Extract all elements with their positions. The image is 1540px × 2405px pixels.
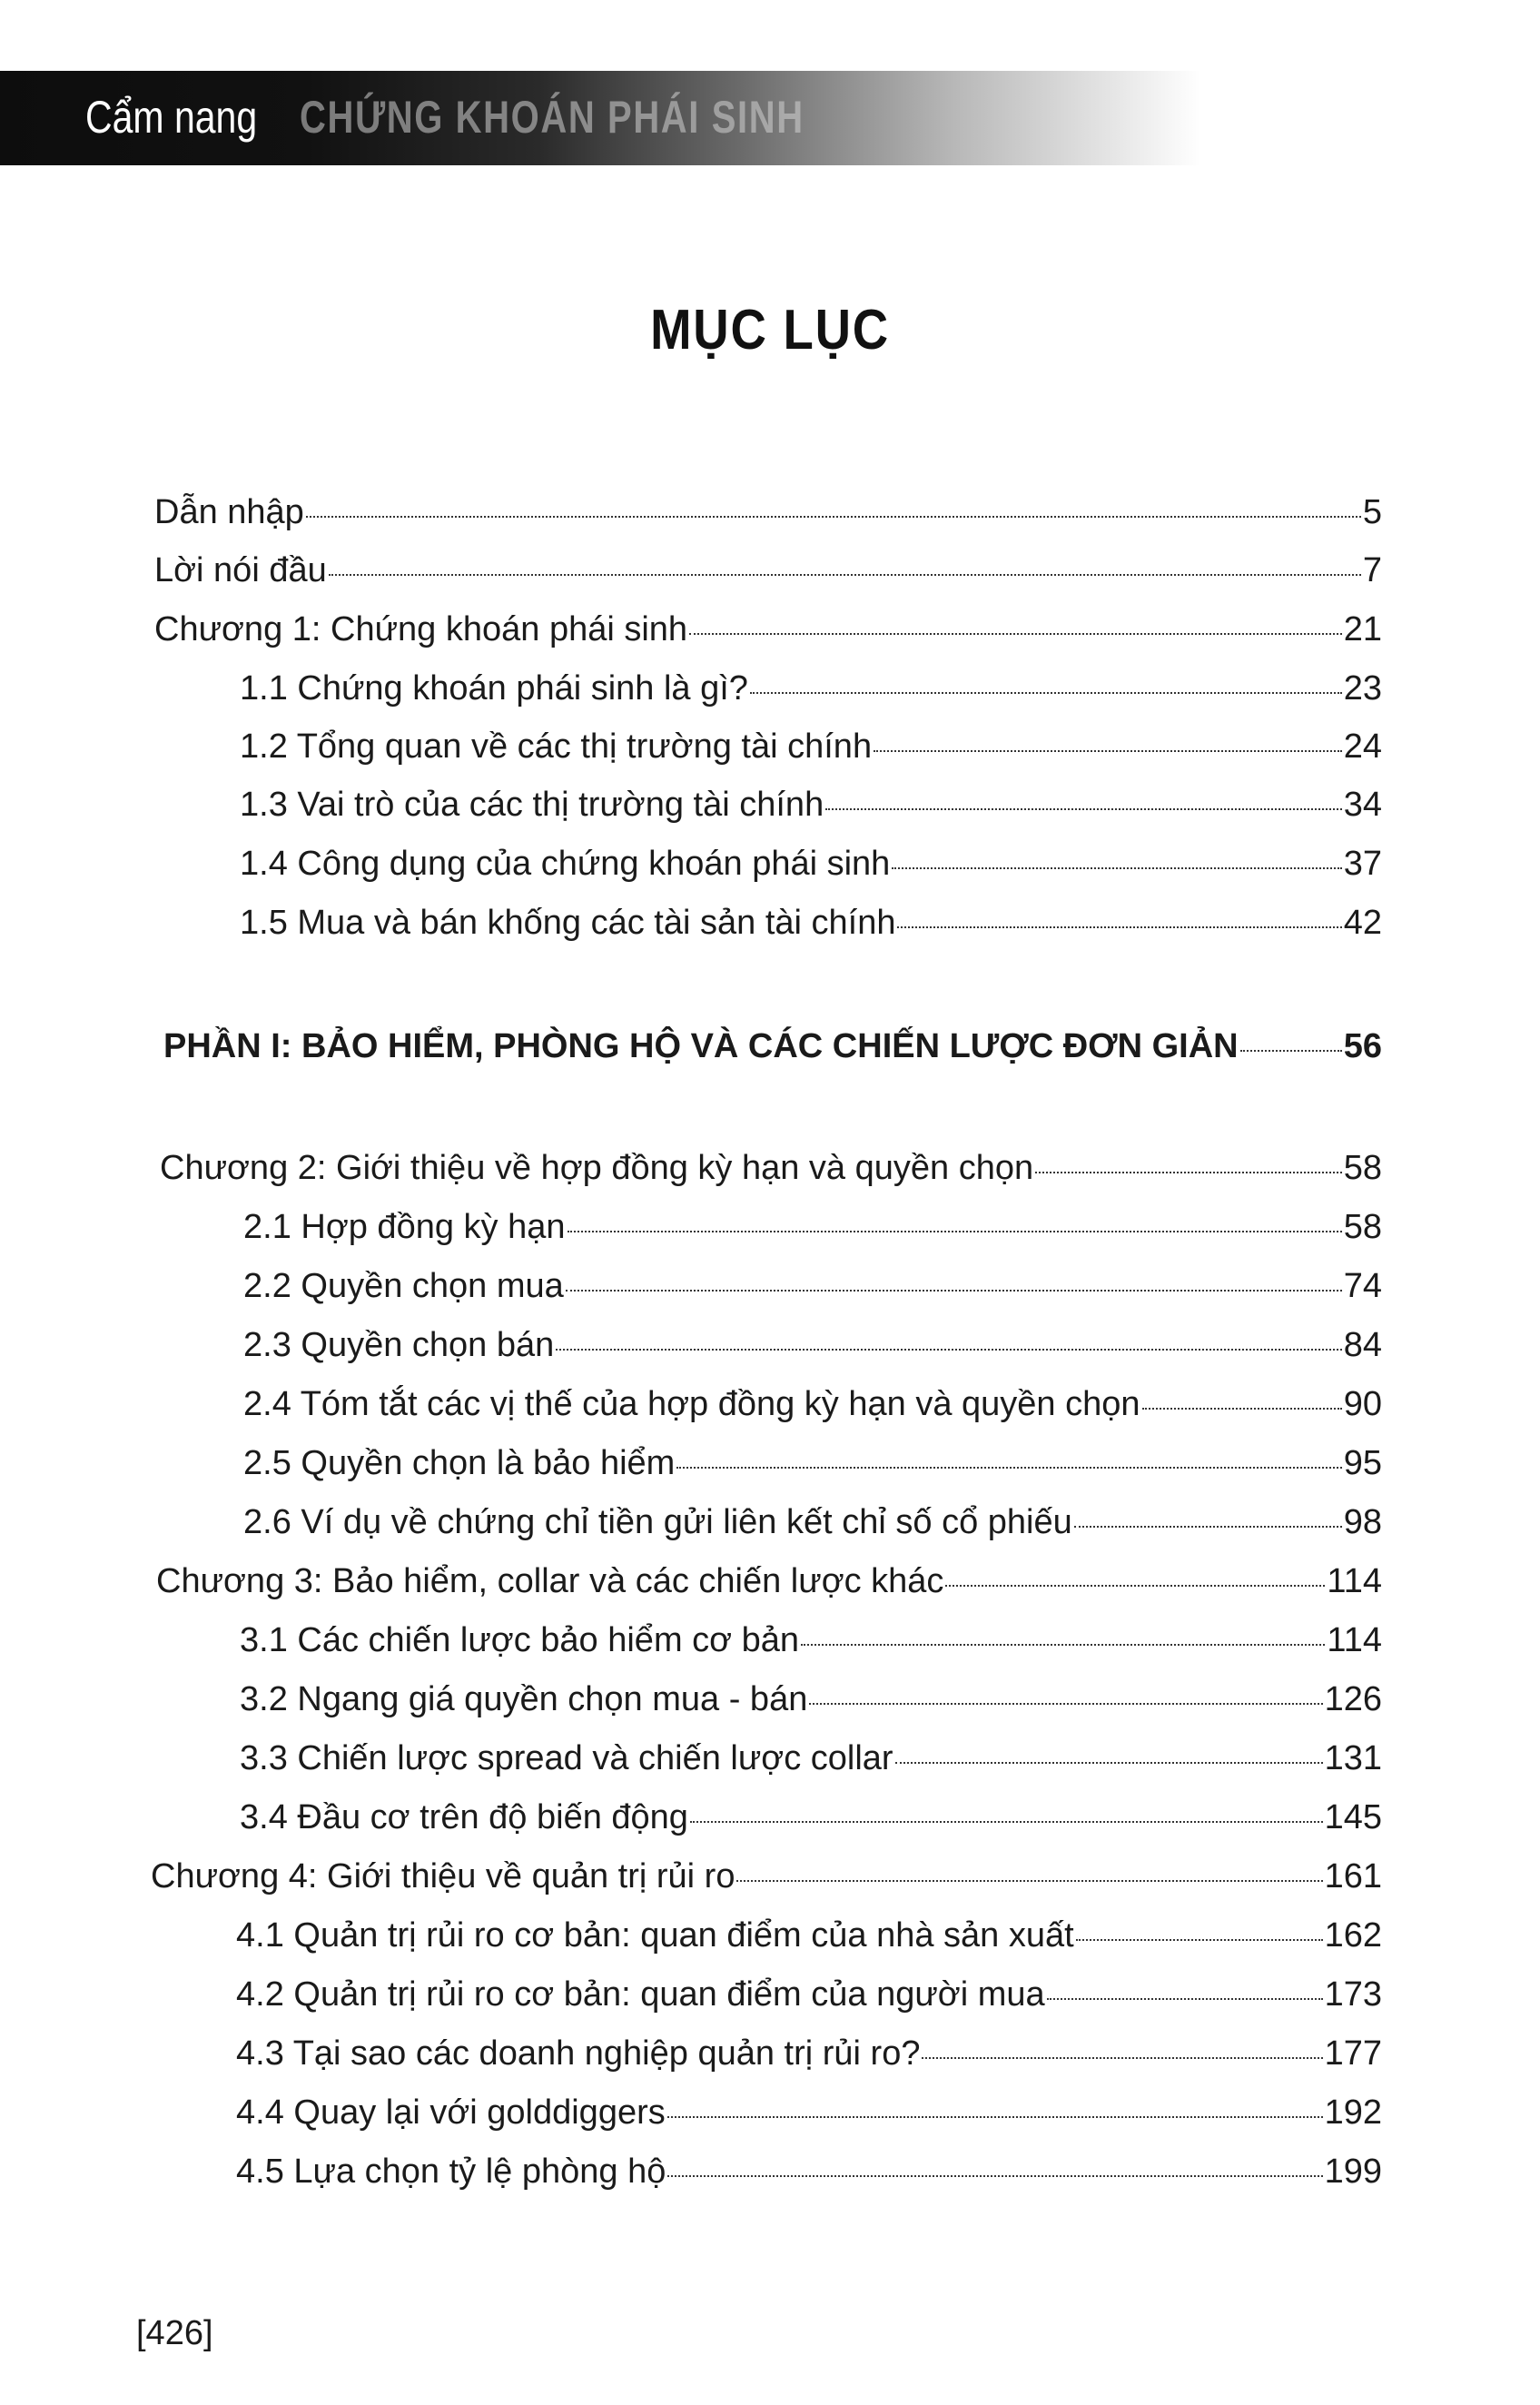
toc-entry[interactable] bbox=[156, 1559, 1382, 1603]
toc-leader bbox=[1076, 1939, 1323, 1941]
toc-leader bbox=[689, 633, 1342, 635]
toc-leader bbox=[809, 1703, 1322, 1705]
page-number: [426] bbox=[136, 2314, 213, 2352]
toc-entry-title: 2.2 Quyền chọn mua bbox=[243, 1267, 564, 1305]
toc-leader bbox=[922, 2057, 1322, 2059]
toc-entry[interactable] bbox=[240, 667, 1382, 710]
toc-entry-page: 74 bbox=[1343, 1267, 1382, 1305]
toc-leader bbox=[667, 2175, 1322, 2177]
toc-entry-title: Chương 2: Giới thiệu về hợp đồng kỳ hạn và quyền chọn bbox=[160, 1149, 1034, 1187]
toc-leader bbox=[676, 1467, 1341, 1469]
toc-entry[interactable] bbox=[243, 1205, 1382, 1249]
toc-entry-page: 173 bbox=[1324, 1975, 1382, 2014]
toc-entry-title: 1.2 Tổng quan về các thị trường tài chính bbox=[240, 727, 873, 766]
toc-leader bbox=[329, 574, 1361, 576]
toc-entry-page: 90 bbox=[1343, 1385, 1382, 1423]
toc-entry-title: 2.1 Hợp đồng kỳ hạn bbox=[243, 1208, 566, 1246]
toc-entry[interactable] bbox=[243, 1382, 1382, 1426]
toc-entry-title: 4.2 Quản trị rủi ro cơ bản: quan điểm của người mua bbox=[236, 1975, 1045, 2014]
toc-leader bbox=[874, 750, 1342, 752]
toc-entry-title: 2.6 Ví dụ về chứng chỉ tiền gửi liên kết chỉ số cổ phiếu bbox=[243, 1503, 1072, 1541]
toc-entry[interactable] bbox=[236, 2150, 1382, 2193]
toc-entry-title: PHẦN I: BẢO HIỂM, PHÒNG HỘ VÀ CÁC CHIẾN LƯỢC ĐƠN GIẢN bbox=[163, 1027, 1239, 1065]
toc-entry-page: 58 bbox=[1343, 1208, 1382, 1246]
toc-entry-page: 56 bbox=[1343, 1027, 1382, 1065]
header-subtitle: CHỨNG KHOÁN PHÁI SINH bbox=[300, 92, 805, 143]
toc-leader bbox=[1047, 1998, 1323, 2000]
header-label: Cẩm nang bbox=[85, 92, 258, 143]
toc-entry-title: Lời nói đầu bbox=[154, 551, 327, 589]
toc-entry[interactable] bbox=[240, 901, 1382, 945]
toc-entry[interactable] bbox=[243, 1264, 1382, 1308]
toc-entry-title: 4.3 Tại sao các doanh nghiệp quản trị rủi ro? bbox=[236, 2034, 921, 2073]
toc-entry[interactable] bbox=[240, 783, 1382, 826]
toc-entry-page: 58 bbox=[1343, 1149, 1382, 1187]
toc-entry-title: 2.4 Tóm tắt các vị thế của hợp đồng kỳ hạn và quyền chọn bbox=[243, 1385, 1140, 1423]
toc-leader bbox=[306, 516, 1361, 518]
toc-entry-title: 1.1 Chứng khoán phái sinh là gì? bbox=[240, 669, 748, 708]
toc-leader bbox=[566, 1290, 1342, 1292]
toc-entry-title: 1.5 Mua và bán khống các tài sản tài chính bbox=[240, 904, 896, 942]
toc-entry-page: 114 bbox=[1327, 1621, 1382, 1659]
toc-entry[interactable] bbox=[154, 490, 1382, 534]
toc-entry-title: 3.3 Chiến lược spread và chiến lược collar bbox=[240, 1739, 893, 1777]
toc-entry[interactable] bbox=[151, 1855, 1382, 1898]
toc-entry-page: 126 bbox=[1324, 1680, 1382, 1718]
toc-entry-page: 199 bbox=[1324, 2153, 1382, 2191]
toc-entry[interactable] bbox=[240, 725, 1382, 768]
toc-entry-page: 145 bbox=[1324, 1798, 1382, 1836]
toc-entry-title: Dẫn nhập bbox=[154, 493, 304, 531]
toc-entry-page: 161 bbox=[1324, 1857, 1382, 1895]
toc-leader bbox=[801, 1644, 1325, 1646]
toc-entry[interactable] bbox=[240, 1678, 1382, 1721]
toc-entry[interactable] bbox=[240, 1737, 1382, 1780]
toc-entry[interactable] bbox=[243, 1323, 1382, 1367]
toc-entry[interactable] bbox=[154, 608, 1382, 651]
toc-entry[interactable] bbox=[236, 1973, 1382, 2016]
page-title: MỤC LỤC bbox=[650, 299, 890, 361]
toc-entry[interactable] bbox=[154, 549, 1382, 592]
toc-entry-page: 24 bbox=[1343, 727, 1382, 766]
toc-entry[interactable] bbox=[240, 1796, 1382, 1839]
toc-leader bbox=[690, 1821, 1323, 1823]
toc-entry-title: 1.3 Vai trò của các thị trường tài chính bbox=[240, 786, 824, 824]
toc-entry-title: 3.1 Các chiến lược bảo hiểm cơ bản bbox=[240, 1621, 800, 1659]
toc-leader bbox=[945, 1585, 1325, 1587]
toc-leader bbox=[1142, 1408, 1342, 1410]
toc-leader bbox=[556, 1349, 1341, 1351]
toc-entry-title: 1.4 Công dụng của chứng khoán phái sinh bbox=[240, 845, 891, 883]
toc-leader bbox=[825, 808, 1342, 810]
toc-entry-page: 34 bbox=[1343, 786, 1382, 824]
toc-entry-page: 177 bbox=[1324, 2034, 1382, 2073]
toc-leader bbox=[667, 2116, 1323, 2118]
toc-entry[interactable] bbox=[240, 842, 1382, 886]
toc-entry-title: 4.1 Quản trị rủi ro cơ bản: quan điểm của nhà sản xuất bbox=[236, 1916, 1074, 1955]
toc-entry-title: Chương 3: Bảo hiểm, collar và các chiến lược khác bbox=[156, 1562, 944, 1600]
toc-entry-page: 162 bbox=[1324, 1916, 1382, 1955]
toc-entry-title: 4.5 Lựa chọn tỷ lệ phòng hộ bbox=[236, 2153, 666, 2191]
toc-entry[interactable] bbox=[236, 2032, 1382, 2075]
toc-entry-title: Chương 4: Giới thiệu về quản trị rủi ro bbox=[151, 1857, 735, 1895]
toc-entry[interactable] bbox=[236, 2091, 1382, 2134]
toc-entry-page: 98 bbox=[1343, 1503, 1382, 1541]
toc-leader bbox=[892, 867, 1341, 869]
toc-entry-title: Chương 1: Chứng khoán phái sinh bbox=[154, 610, 688, 648]
toc-entry[interactable] bbox=[243, 1441, 1382, 1485]
toc-entry-page: 5 bbox=[1362, 493, 1382, 531]
toc-entry-page: 95 bbox=[1343, 1444, 1382, 1482]
toc-entry[interactable] bbox=[243, 1500, 1382, 1544]
toc-entry-page: 131 bbox=[1324, 1739, 1382, 1777]
toc-leader bbox=[736, 1880, 1322, 1882]
toc-entry-page: 42 bbox=[1343, 904, 1382, 942]
toc-entry-page: 37 bbox=[1343, 845, 1382, 883]
toc-entry-page: 114 bbox=[1327, 1562, 1382, 1600]
toc-entry-page: 192 bbox=[1324, 2093, 1382, 2132]
toc-entry[interactable] bbox=[160, 1146, 1382, 1190]
toc-leader bbox=[897, 926, 1341, 928]
toc-entry-title: 3.4 Đầu cơ trên độ biến động bbox=[240, 1798, 688, 1836]
toc-leader bbox=[568, 1231, 1342, 1232]
toc-part-heading[interactable] bbox=[163, 1024, 1382, 1068]
toc-leader bbox=[1035, 1172, 1342, 1173]
toc-leader bbox=[1240, 1050, 1342, 1052]
toc-entry-title: 3.2 Ngang giá quyền chọn mua - bán bbox=[240, 1680, 808, 1718]
toc-entry[interactable] bbox=[236, 1914, 1382, 1957]
toc-entry-page: 84 bbox=[1343, 1326, 1382, 1364]
toc-leader bbox=[895, 1762, 1323, 1764]
toc-entry-page: 7 bbox=[1362, 551, 1382, 589]
toc-entry[interactable] bbox=[240, 1618, 1382, 1662]
toc-entry-page: 23 bbox=[1343, 669, 1382, 708]
toc-entry-title: 2.5 Quyền chọn là bảo hiểm bbox=[243, 1444, 676, 1482]
toc-entry-title: 2.3 Quyền chọn bán bbox=[243, 1326, 555, 1364]
toc-entry-title: 4.4 Quay lại với golddiggers bbox=[236, 2093, 666, 2132]
toc-entry-page: 21 bbox=[1343, 610, 1382, 648]
toc-leader bbox=[1074, 1526, 1342, 1528]
toc-leader bbox=[750, 692, 1342, 694]
